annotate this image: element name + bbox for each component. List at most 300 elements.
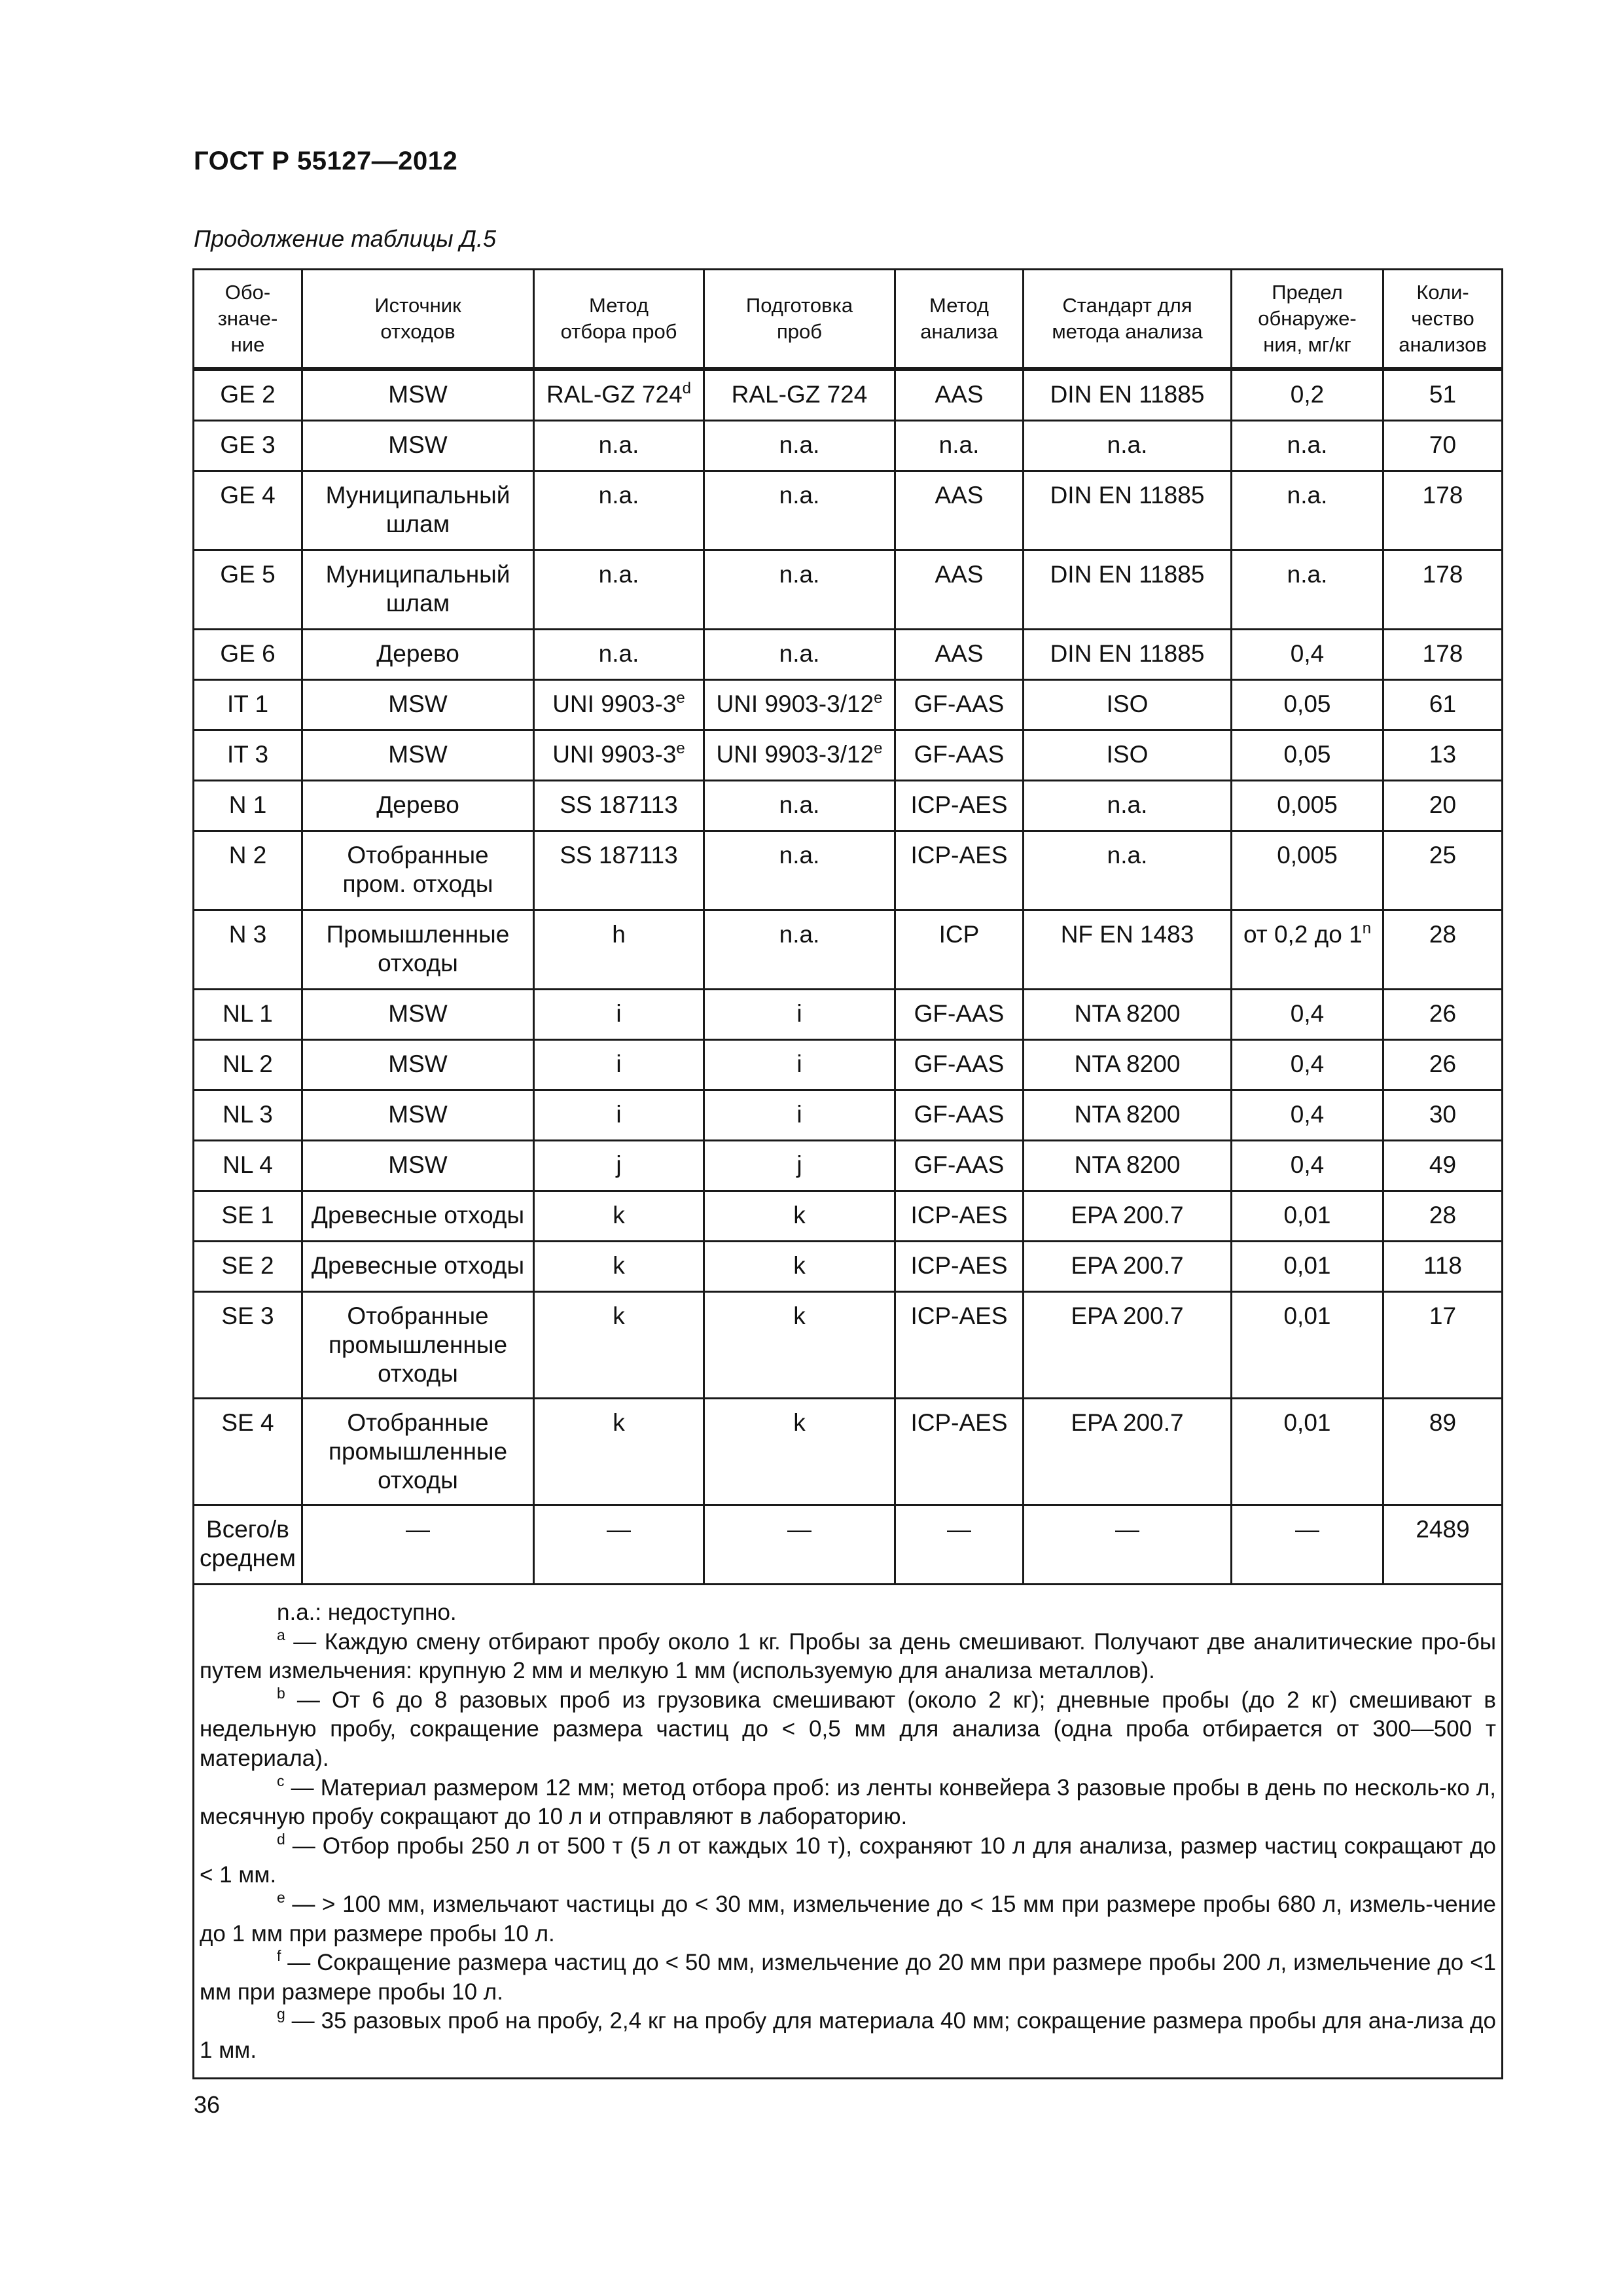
cell-designation [194,1242,302,1292]
cell-source [302,781,534,831]
cell-standard [1024,990,1232,1040]
cell-standard [1024,421,1232,471]
cell-analysis-method [895,1399,1024,1505]
cell-detection-limit [1232,1141,1383,1191]
table-caption: Продолжение таблицы Д.5 [194,225,497,252]
cell-designation-text: NL 3 [223,1101,273,1128]
cell-analysis-count [1383,1292,1503,1399]
cell-preparation-text: RAL-GZ 724 [731,381,868,408]
cell-source-text: MSW [388,1151,448,1178]
total-row [194,1505,1503,1585]
cell-preparation [704,680,895,730]
cell-standard [1024,1399,1232,1505]
cell-source [302,730,534,781]
cell-detection-limit-text: 0,4 [1290,640,1325,667]
cell-analysis-method-text: ICP-AES [910,791,1008,818]
cell-standard [1024,1191,1232,1242]
cell-designation [194,1141,302,1191]
cell-analysis-count-text: 20 [1429,791,1457,818]
cell-source [302,1191,534,1242]
cell-detection-limit-text: 0,005 [1277,842,1338,869]
cell-standard [1024,1141,1232,1191]
cell-standard-text: NTA 8200 [1074,1101,1181,1128]
cell-detection-limit [1232,910,1383,990]
cell-designation-text: IT 3 [226,741,269,768]
cell-analysis-count [1383,550,1503,630]
cell-standard [1024,471,1232,550]
cell-standard-text: ISO [1106,741,1149,768]
cell-detection-limit-text: 0,4 [1290,1050,1325,1077]
cell-analysis-method-text: ICP-AES [910,1409,1008,1436]
cell-sampling-method [534,550,704,630]
table-row [194,831,1503,910]
cell-preparation [704,910,895,990]
cell-preparation [704,630,895,680]
cell-detection-limit [1232,680,1383,730]
cell-source [302,550,534,630]
cell-analysis-method-text: ICP-AES [910,842,1008,869]
cell-source [302,1090,534,1141]
cell-designation [194,730,302,781]
cell-analysis-method-text: n.a. [938,431,980,458]
cell-analysis-count [1383,1141,1503,1191]
column-header: Подготовка проб [704,270,895,370]
table-row [194,1399,1503,1505]
cell-standard-text: n.a. [1107,431,1148,458]
table-row [194,1242,1503,1292]
cell-sampling-method-text: UNI 9903-3 [552,741,677,768]
cell-designation-text: GE 3 [220,431,276,458]
cell-detection-limit-text: n.a. [1287,431,1328,458]
cell-analysis-count [1383,471,1503,550]
cell-analysis-method-text: ICP-AES [910,1252,1008,1279]
cell-preparation-text: n.a. [779,561,820,588]
footnote-text: — Отбор пробы 250 л от 500 т (5 л от каждых 10 т), сохраняют 10 л для анализа, размер частиц сокращают до < 1 мм. [200,1833,1496,1888]
cell-sampling-method-text: n.a. [598,640,639,667]
cell-analysis-method [895,1141,1024,1191]
cell-source-text: Дерево [376,640,459,667]
cell-analysis-count-text: 49 [1429,1151,1457,1178]
cell-dash-text: — [947,1516,971,1543]
cell-source [302,910,534,990]
cell-standard-text: DIN EN 11885 [1050,561,1205,588]
cell-analysis-method [895,781,1024,831]
table-header-row [194,270,1503,370]
cell-designation [194,1040,302,1090]
cell-detection-limit [1232,1399,1383,1505]
cell-analysis-count [1383,1040,1503,1090]
cell-detection-limit [1232,1292,1383,1399]
footnote-mark: c [277,1772,285,1789]
cell-analysis-method [895,910,1024,990]
cell-source-text: MSW [388,1101,448,1128]
cell-designation [194,369,302,421]
cell-detection-limit [1232,1090,1383,1141]
cell-source-text: Древесные отходы [311,1202,525,1229]
cell-analysis-method [895,421,1024,471]
footnote-mark: f [277,1947,281,1965]
data-table [192,268,1503,2079]
cell-preparation [704,1141,895,1191]
cell-detection-limit [1232,1242,1383,1292]
cell-source-text: MSW [388,1050,448,1077]
cell-preparation-text: k [793,1202,806,1229]
cell-sampling-method [534,1399,704,1505]
cell-detection-limit-text: n.a. [1287,482,1328,509]
cell-preparation-text: n.a. [779,842,820,869]
cell-sampling-method [534,1191,704,1242]
cell-analysis-method [895,730,1024,781]
footnote-text: — Материал размером 12 мм; метод отбора проб: из ленты конвейера 3 разовые пробы в день по несколь-ко л, месячную пробу сокращают до 10 л и отправляют в лабораторию. [200,1774,1496,1830]
cell-source [302,1242,534,1292]
cell-analysis-count-text: 89 [1429,1409,1457,1436]
cell-source-text: MSW [388,1000,448,1027]
cell-preparation-text: k [793,1252,806,1279]
cell-analysis-method [895,369,1024,421]
cell-preparation-text: n.a. [779,640,820,667]
cell-preparation [704,1090,895,1141]
footnote-mark: e [676,689,685,707]
cell-detection-limit-text: 0,4 [1290,1151,1325,1178]
cell-standard [1024,910,1232,990]
cell-designation [194,831,302,910]
cell-designation-text: N 2 [228,842,267,869]
column-header: Предел обнаруже- ния, мг/кг [1232,270,1383,370]
cell-sampling-method [534,421,704,471]
cell-standard-text: NF EN 1483 [1060,921,1194,948]
cell-analysis-count-text: 61 [1429,691,1457,717]
footnote-text: — От 6 до 8 разовых проб из грузовика смешивают (около 2 кг); дневные пробы (до 2 кг) смешивают в недельную пробу, сокращение размера частиц до < 0,5 мм для анализа (одна проба отбирается от 300—500 т материала). [200,1687,1496,1771]
cell-sampling-method [534,781,704,831]
cell-designation-text: GE 4 [220,482,276,509]
cell-source [302,990,534,1040]
cell-sampling-method [534,831,704,910]
cell-sampling-method-text: n.a. [598,431,639,458]
cell-sampling-method-text: k [613,1409,625,1436]
cell-detection-limit [1232,550,1383,630]
footnote-text: — Каждую смену отбирают пробу около 1 кг. Пробы за день смешивают. Получают две аналитические про-бы путем измельчения: крупную 2 мм и мелкую 1 мм (используемую для анализа металлов). [200,1628,1496,1684]
cell-analysis-method [895,1090,1024,1141]
cell-dash-text: — [1295,1516,1319,1543]
cell-sampling-method-text: UNI 9903-3 [552,691,677,717]
cell-analysis-count-text: 118 [1423,1252,1462,1279]
footnote-mark: e [874,740,883,757]
cell-analysis-count-text: 178 [1422,640,1463,667]
footnote-text: — > 100 мм, измельчают частицы до < 30 мм, измельчение до < 15 мм при размере пробы 680 л, измель-чение до 1 мм при размере пробы 10 л. [200,1891,1496,1946]
notes-row [194,1585,1503,2079]
cell-standard [1024,550,1232,630]
cell-analysis-method [895,680,1024,730]
cell-dash-text: — [406,1516,430,1543]
footnote [200,1686,1496,1774]
cell-designation-text: GE 6 [220,640,276,667]
cell-sampling-method-text: k [613,1302,625,1329]
cell-designation-text: SE 2 [221,1252,274,1279]
footnote-text: — 35 разовых проб на пробу, 2,4 кг на пробу для материала 40 мм; сокращение размера пробы для ана-лиза до 1 мм. [200,2008,1496,2063]
cell-source [302,421,534,471]
cell-detection-limit [1232,730,1383,781]
cell-sampling-method [534,1040,704,1090]
column-header: Метод анализа [895,270,1024,370]
cell-total-label-text: Всего/в среднем [200,1516,296,1571]
cell-source-text: Муниципальный шлам [325,561,510,617]
cell-detection-limit-text: 0,4 [1290,1101,1325,1128]
cell-standard [1024,680,1232,730]
cell-analysis-count-text: 70 [1429,431,1457,458]
cell-sampling-method [534,990,704,1040]
cell-detection-limit-text: 0,01 [1283,1302,1331,1329]
cell-preparation-text: n.a. [779,921,820,948]
cell-sampling-method [534,1141,704,1191]
cell-source-text: MSW [388,381,448,408]
cell-analysis-count [1383,1242,1503,1292]
column-header: Обо- значе- ние [194,270,302,370]
cell-source [302,471,534,550]
cell-sampling-method-text: j [616,1151,622,1178]
cell-designation-text: SE 1 [221,1202,274,1229]
footnote-mark: a [277,1626,285,1643]
table-row [194,781,1503,831]
cell-standard-text: DIN EN 11885 [1050,381,1205,408]
footnote [200,2007,1496,2065]
cell-analysis-count-text: 28 [1429,1202,1457,1229]
table-row [194,1090,1503,1141]
cell-preparation-text: i [796,1101,802,1128]
cell-dash-text: — [1115,1516,1139,1543]
footnote-text: n.a.: недоступно. [277,1600,457,1625]
cell-detection-limit-text: 0,4 [1290,1000,1325,1027]
table-row [194,1141,1503,1191]
cell-designation [194,421,302,471]
table-row [194,680,1503,730]
cell-preparation-text: n.a. [779,791,820,818]
cell-detection-limit-text: 0,01 [1283,1252,1331,1279]
cell-source [302,1141,534,1191]
cell-analysis-count [1383,680,1503,730]
cell-designation-text: SE 3 [221,1302,274,1329]
cell-detection-limit [1232,421,1383,471]
cell-source [302,1399,534,1505]
cell-source-text: MSW [388,691,448,717]
cell-source-text: Древесные отходы [311,1252,525,1279]
footnote-text: — Сокращение размера частиц до < 50 мм, измельчение до 20 мм при размере пробы 200 л, измельчение до <1 мм при размере пробы 10 л. [200,1950,1496,2005]
cell-standard [1024,1292,1232,1399]
column-header: Источник отходов [302,270,534,370]
cell-analysis-method [895,831,1024,910]
cell-sampling-method [534,910,704,990]
footnote-mark: d [277,1830,285,1848]
cell-designation [194,1191,302,1242]
cell-sampling-method [534,1242,704,1292]
cell-detection-limit [1232,1040,1383,1090]
cell-analysis-method-text: GF-AAS [914,691,1005,717]
cell-source-text: Муниципальный шлам [325,482,510,537]
cell-analysis-count-text: 178 [1422,561,1463,588]
cell-total-label [194,1505,302,1585]
cell-source-text: Промышленные отходы [326,921,510,977]
table-row [194,421,1503,471]
cell-analysis-count [1383,910,1503,990]
cell-source [302,680,534,730]
table-row [194,910,1503,990]
cell-source-text: Отобранные пром. отходы [342,842,493,897]
footnote-mark: n [1362,920,1372,937]
cell-dash [704,1505,895,1585]
cell-designation-text: NL 4 [223,1151,273,1178]
cell-designation [194,1292,302,1399]
footnote [200,1948,1496,2007]
table-row [194,369,1503,421]
cell-detection-limit [1232,1191,1383,1242]
cell-analysis-count [1383,630,1503,680]
cell-analysis-method [895,550,1024,630]
footnote-mark: e [874,689,883,707]
cell-detection-limit-text: 0,05 [1283,741,1331,768]
cell-analysis-method [895,630,1024,680]
cell-dash [1024,1505,1232,1585]
cell-preparation-text: UNI 9903-3/12 [716,741,874,768]
table-row [194,730,1503,781]
cell-preparation-text: i [796,1050,802,1077]
cell-analysis-count-text: 51 [1429,381,1457,408]
cell-analysis-count-text: 30 [1429,1101,1457,1128]
cell-analysis-method [895,990,1024,1040]
cell-sampling-method-text: k [613,1202,625,1229]
document-title: ГОСТ Р 55127—2012 [194,147,458,175]
cell-preparation-text: j [796,1151,802,1178]
cell-source-text: MSW [388,741,448,768]
cell-standard-text: EPA 200.7 [1071,1409,1184,1436]
table-row [194,1191,1503,1242]
cell-source-text: MSW [388,431,448,458]
footnote-mark: d [682,380,692,397]
table-row [194,1292,1503,1399]
footnote [200,1832,1496,1890]
cell-detection-limit-text: от 0,2 до 1 [1243,921,1363,948]
cell-designation-text: GE 5 [220,561,276,588]
cell-detection-limit [1232,781,1383,831]
cell-designation-text: NL 2 [223,1050,273,1077]
cell-analysis-method-text: GF-AAS [914,1050,1005,1077]
cell-source [302,369,534,421]
cell-dash-text: — [787,1516,812,1543]
cell-standard [1024,781,1232,831]
cell-dash [1232,1505,1383,1585]
cell-designation-text: SE 4 [221,1409,274,1436]
cell-standard-text: DIN EN 11885 [1050,640,1205,667]
cell-sampling-method-text: h [612,921,626,948]
cell-standard-text: DIN EN 11885 [1050,482,1205,509]
cell-detection-limit [1232,990,1383,1040]
cell-standard [1024,1242,1232,1292]
cell-source-text: Дерево [376,791,459,818]
cell-detection-limit-text: 0,005 [1277,791,1338,818]
cell-preparation [704,831,895,910]
cell-sampling-method-text: SS 187113 [560,791,678,818]
cell-source-text: Отобранные промышленные отходы [328,1409,508,1494]
cell-analysis-count-text: 25 [1429,842,1457,869]
cell-dash [534,1505,704,1585]
cell-detection-limit-text: n.a. [1287,561,1328,588]
cell-analysis-count-text: 28 [1429,921,1457,948]
table-row [194,471,1503,550]
cell-designation [194,680,302,730]
cell-designation [194,471,302,550]
cell-detection-limit [1232,471,1383,550]
cell-designation [194,990,302,1040]
cell-analysis-method-text: GF-AAS [914,1000,1005,1027]
cell-standard [1024,1040,1232,1090]
column-header: Стандарт для метода анализа [1024,270,1232,370]
cell-sampling-method-text: i [616,1000,622,1027]
cell-detection-limit-text: 0,01 [1283,1202,1331,1229]
cell-standard-text: n.a. [1107,791,1148,818]
column-header: Коли- чество анализов [1383,270,1503,370]
cell-analysis-count-text: 178 [1422,482,1463,509]
table-row [194,1040,1503,1090]
cell-preparation [704,550,895,630]
cell-source [302,630,534,680]
cell-preparation [704,730,895,781]
cell-designation [194,550,302,630]
cell-sampling-method-text: i [616,1101,622,1128]
footnotes [194,1585,1503,2079]
cell-total-count [1383,1505,1503,1585]
cell-designation-text: N 3 [228,921,267,948]
cell-detection-limit [1232,831,1383,910]
cell-designation-text: IT 1 [226,691,269,717]
footnote [200,1890,1496,1948]
cell-sampling-method-text: n.a. [598,482,639,509]
cell-analysis-count-text: 26 [1429,1000,1457,1027]
cell-analysis-method-text: GF-AAS [914,1151,1005,1178]
cell-detection-limit [1232,369,1383,421]
cell-sampling-method-text: n.a. [598,561,639,588]
cell-total-count-text: 2489 [1416,1516,1470,1543]
cell-sampling-method [534,1090,704,1141]
cell-preparation [704,1040,895,1090]
cell-detection-limit [1232,630,1383,680]
cell-analysis-method-text: ICP [938,921,980,948]
cell-preparation [704,471,895,550]
cell-analysis-method-text: GF-AAS [914,1101,1005,1128]
cell-designation [194,1399,302,1505]
cell-analysis-method-text: AAS [935,381,984,408]
cell-detection-limit-text: 0,2 [1290,381,1325,408]
cell-source [302,1292,534,1399]
table-row [194,630,1503,680]
cell-analysis-count [1383,730,1503,781]
cell-preparation-text: k [793,1302,806,1329]
cell-standard-text: ISO [1106,691,1149,717]
cell-preparation [704,1399,895,1505]
cell-analysis-count [1383,831,1503,910]
cell-dash [302,1505,534,1585]
footnote [200,1628,1496,1686]
cell-sampling-method [534,730,704,781]
cell-sampling-method-text: RAL-GZ 724 [546,381,683,408]
cell-source [302,831,534,910]
table-row [194,990,1503,1040]
cell-analysis-method-text: AAS [935,561,984,588]
cell-designation-text: GE 2 [220,381,276,408]
cell-standard-text: n.a. [1107,842,1148,869]
cell-standard-text: NTA 8200 [1074,1000,1181,1027]
cell-analysis-method [895,1292,1024,1399]
cell-designation [194,781,302,831]
cell-sampling-method [534,1292,704,1399]
page-number: 36 [194,2091,221,2118]
